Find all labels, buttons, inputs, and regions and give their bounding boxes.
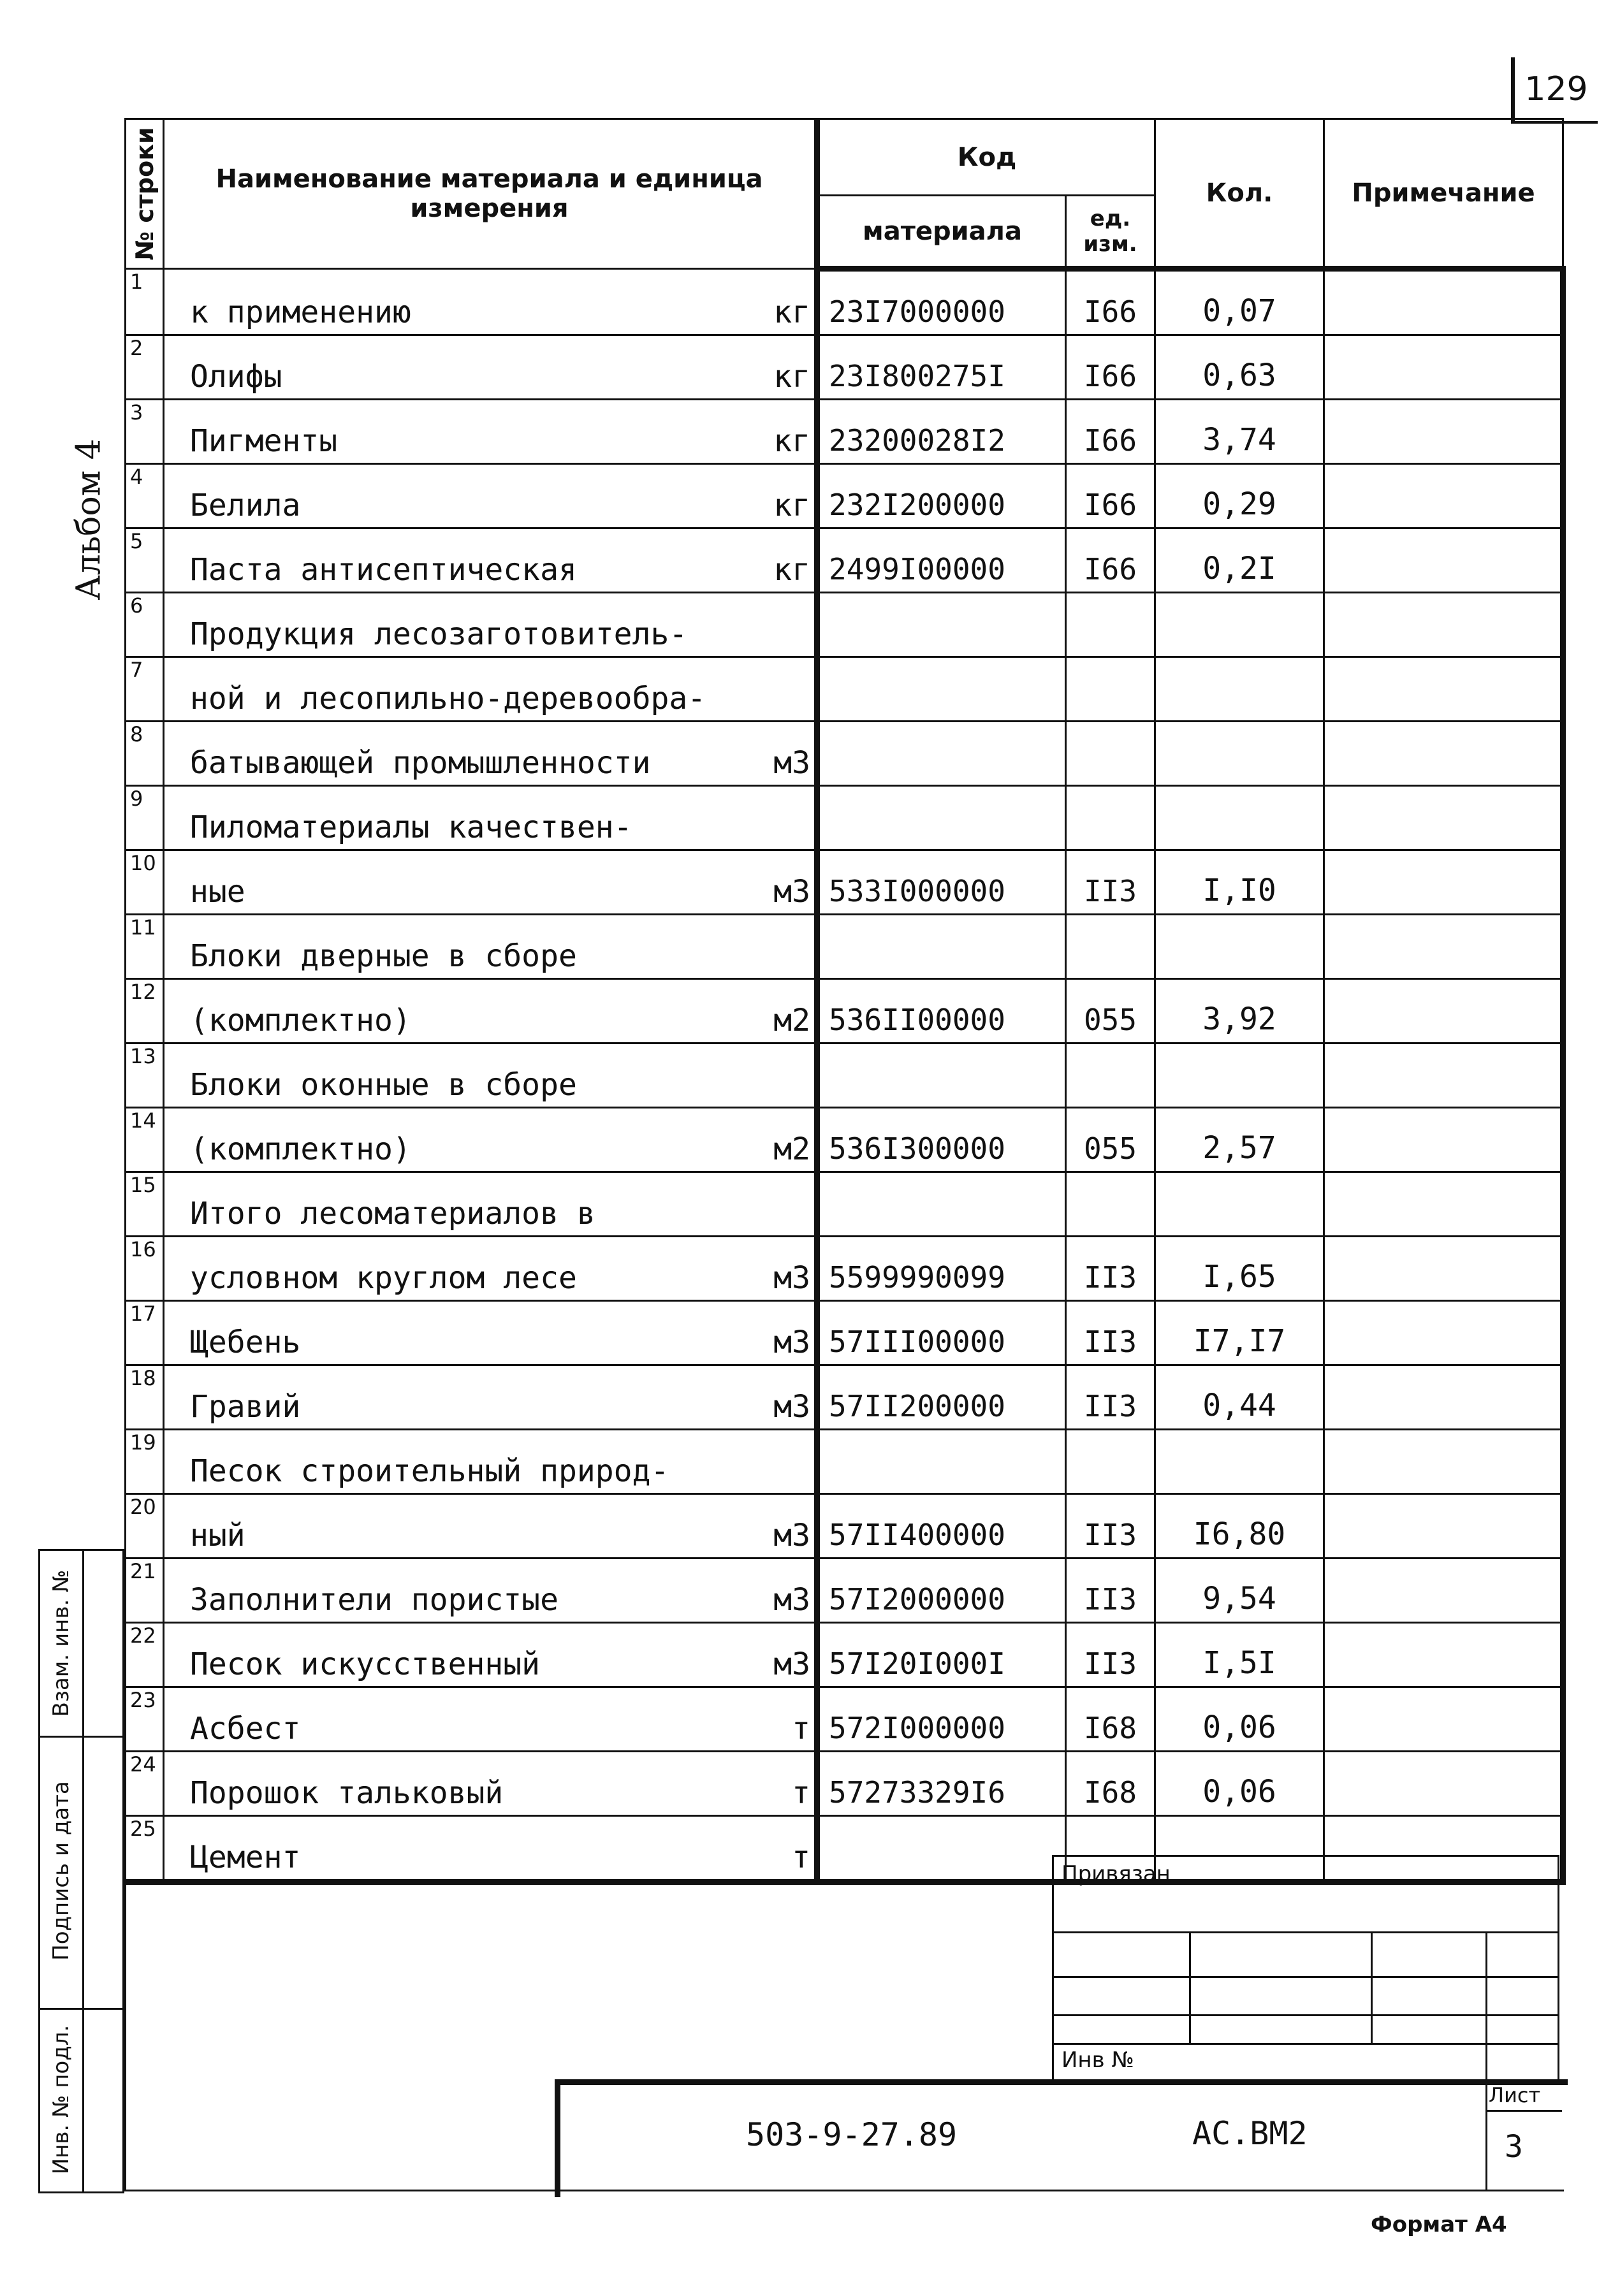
row-name-text: ные	[190, 874, 245, 910]
row-name-text: ный	[190, 1518, 245, 1553]
row-unit-code	[1066, 1430, 1155, 1494]
row-name	[164, 335, 817, 400]
row-number: 3	[126, 400, 164, 464]
row-name	[164, 1172, 817, 1237]
row-name	[164, 593, 817, 657]
row-material-code: 57273329I6	[817, 1752, 1066, 1816]
row-name-text: Итого лесоматериалов в	[190, 1196, 595, 1232]
sheet-label: Лист	[1489, 2083, 1541, 2107]
row-unit-code	[1066, 1043, 1155, 1108]
format-label: Формат А4	[1371, 2212, 1507, 2237]
row-name	[164, 1108, 817, 1172]
row-material-code: 57III00000	[817, 1301, 1066, 1365]
row-quantity: 3,74	[1155, 400, 1324, 464]
row-material-code: 232I200000	[817, 464, 1066, 528]
stamp-rule	[1371, 1931, 1373, 2045]
row-unit: кг	[773, 359, 810, 395]
row-number: 6	[126, 593, 164, 657]
table-body	[126, 269, 1563, 1882]
table-row	[126, 1108, 1563, 1172]
table-row	[126, 1237, 1563, 1301]
row-unit-code: 055	[1066, 1108, 1155, 1172]
materials-table	[124, 118, 1566, 1885]
row-note	[1324, 335, 1563, 400]
document-number: 503-9-27.89	[746, 2116, 958, 2153]
stamp-rule	[1189, 1931, 1191, 2045]
album-text: Альбом 4	[70, 439, 108, 600]
row-unit: м3	[773, 1646, 810, 1682]
header-unit-code: ед. изм.	[1066, 196, 1155, 269]
row-quantity	[1155, 1430, 1324, 1494]
table-row	[126, 528, 1563, 593]
row-note	[1324, 1559, 1563, 1623]
row-note	[1324, 1172, 1563, 1237]
row-quantity: I,65	[1155, 1237, 1324, 1301]
row-unit-code: II3	[1066, 1623, 1155, 1687]
row-material-code	[817, 1043, 1066, 1108]
row-name	[164, 1301, 817, 1365]
row-unit-code: I66	[1066, 464, 1155, 528]
row-unit: м3	[773, 745, 810, 781]
row-quantity: 0,06	[1155, 1752, 1324, 1816]
row-unit-code	[1066, 915, 1155, 979]
row-number: 12	[126, 979, 164, 1043]
row-name	[164, 1559, 817, 1623]
header-quantity: Кол.	[1155, 119, 1324, 269]
table-row	[126, 1365, 1563, 1430]
table-row	[126, 1430, 1563, 1494]
row-name	[164, 400, 817, 464]
row-quantity: 9,54	[1155, 1559, 1324, 1623]
row-note	[1324, 1237, 1563, 1301]
row-note	[1324, 722, 1563, 786]
row-number: 17	[126, 1301, 164, 1365]
row-note	[1324, 786, 1563, 850]
row-name-text: Блоки дверные в сборе	[190, 938, 577, 974]
row-note	[1324, 528, 1563, 593]
table-row	[126, 335, 1563, 400]
row-material-code	[817, 593, 1066, 657]
table-row	[126, 269, 1563, 335]
row-name-text: Порошок тальковый	[190, 1775, 504, 1811]
row-number: 20	[126, 1494, 164, 1559]
row-material-code: 572I000000	[817, 1687, 1066, 1752]
row-name	[164, 1687, 817, 1752]
row-material-code	[817, 657, 1066, 722]
row-quantity	[1155, 1043, 1324, 1108]
row-note	[1324, 464, 1563, 528]
header-material: материала	[817, 196, 1066, 269]
row-number: 8	[126, 722, 164, 786]
row-number: 18	[126, 1365, 164, 1430]
row-name-text: Продукция лесозаготовитель-	[190, 616, 688, 652]
row-unit-code	[1066, 786, 1155, 850]
document-box	[555, 2079, 1568, 2197]
row-name	[164, 1043, 817, 1108]
row-unit-code: II3	[1066, 1559, 1155, 1623]
row-quantity	[1155, 915, 1324, 979]
row-material-code: 23I7000000	[817, 269, 1066, 335]
row-quantity: 0,07	[1155, 269, 1324, 335]
row-name-text: Песок искусственный	[190, 1646, 541, 1682]
stamp-rule	[1052, 1931, 1558, 1933]
page-number: 129	[1511, 57, 1598, 124]
row-unit-code: II3	[1066, 1237, 1155, 1301]
row-number: 21	[126, 1559, 164, 1623]
row-note	[1324, 657, 1563, 722]
row-name-text: Олифы	[190, 359, 282, 395]
row-number: 11	[126, 915, 164, 979]
row-unit: м3	[773, 1389, 810, 1425]
row-quantity	[1155, 657, 1324, 722]
row-unit-code: I68	[1066, 1752, 1155, 1816]
row-unit: м3	[773, 1518, 810, 1553]
row-note	[1324, 1301, 1563, 1365]
row-name-text: Белила	[190, 488, 301, 523]
table-row	[126, 593, 1563, 657]
row-unit-code	[1066, 657, 1155, 722]
row-number: 15	[126, 1172, 164, 1237]
row-name-text: батывающей промышленности	[190, 745, 651, 781]
row-material-code	[817, 722, 1066, 786]
row-quantity: I,I0	[1155, 850, 1324, 915]
row-name	[164, 915, 817, 979]
row-note	[1324, 850, 1563, 915]
row-note	[1324, 593, 1563, 657]
table-row	[126, 1043, 1563, 1108]
row-unit-code: I66	[1066, 335, 1155, 400]
row-unit-code	[1066, 722, 1155, 786]
strip-inv-original-value	[80, 2008, 124, 2193]
row-material-code	[817, 1430, 1066, 1494]
row-note	[1324, 1108, 1563, 1172]
row-name	[164, 850, 817, 915]
row-note	[1324, 1365, 1563, 1430]
row-name	[164, 269, 817, 335]
row-unit: м3	[773, 874, 810, 910]
row-name	[164, 722, 817, 786]
row-unit: м2	[773, 1131, 810, 1167]
row-material-code	[817, 915, 1066, 979]
row-material-code: 23I800275I	[817, 335, 1066, 400]
row-note	[1324, 1430, 1563, 1494]
row-material-code: 57I20I000I	[817, 1623, 1066, 1687]
row-name-text: Щебень	[190, 1325, 301, 1360]
row-material-code: 57II200000	[817, 1365, 1066, 1430]
row-number: 4	[126, 464, 164, 528]
row-name	[164, 528, 817, 593]
row-number: 1	[126, 269, 164, 335]
row-unit-code: I66	[1066, 400, 1155, 464]
row-note	[1324, 1687, 1563, 1752]
document-code: АС.ВМ2	[1192, 2115, 1308, 2152]
row-material-code: 57II400000	[817, 1494, 1066, 1559]
table-row	[126, 657, 1563, 722]
strip-signature-date: Подпись и дата	[38, 1734, 84, 2010]
row-unit: м3	[773, 1260, 810, 1296]
row-name	[164, 1365, 817, 1430]
row-quantity: I6,80	[1155, 1494, 1324, 1559]
row-unit-code: I66	[1066, 269, 1155, 335]
row-number: 14	[126, 1108, 164, 1172]
row-unit-code: 055	[1066, 979, 1155, 1043]
row-unit: т	[792, 1775, 810, 1811]
row-material-code: 2499I00000	[817, 528, 1066, 593]
row-name-text: Пигменты	[190, 423, 338, 459]
row-unit: кг	[773, 488, 810, 523]
row-note	[1324, 915, 1563, 979]
table-row	[126, 464, 1563, 528]
row-name-text: Пиломатериалы качествен-	[190, 810, 632, 845]
table-row	[126, 915, 1563, 979]
row-number: 10	[126, 850, 164, 915]
table-row	[126, 1494, 1563, 1559]
row-number: 23	[126, 1687, 164, 1752]
table-row	[126, 1623, 1563, 1687]
row-quantity	[1155, 722, 1324, 786]
table-row	[126, 1559, 1563, 1623]
row-quantity: 0,63	[1155, 335, 1324, 400]
row-material-code: 57I2000000	[817, 1559, 1066, 1623]
row-name-text: Блоки оконные в сборе	[190, 1067, 577, 1103]
row-quantity: 0,06	[1155, 1687, 1324, 1752]
row-name	[164, 786, 817, 850]
header-name: Наименование материала и единица измерения	[164, 119, 817, 269]
row-quantity: 0,44	[1155, 1365, 1324, 1430]
row-name	[164, 1494, 817, 1559]
row-unit-code: II3	[1066, 1365, 1155, 1430]
row-note	[1324, 400, 1563, 464]
header-row-no: № строки	[126, 119, 164, 269]
row-material-code	[817, 1172, 1066, 1237]
row-number: 19	[126, 1430, 164, 1494]
row-name-text: к применению	[190, 294, 411, 330]
row-number: 24	[126, 1752, 164, 1816]
row-unit: кг	[773, 294, 810, 330]
row-quantity: I7,I7	[1155, 1301, 1324, 1365]
row-quantity	[1155, 593, 1324, 657]
row-unit: кг	[773, 552, 810, 588]
row-name-text: Заполнители пористые	[190, 1582, 558, 1618]
row-note	[1324, 1494, 1563, 1559]
stamp-rule	[1052, 2014, 1558, 2016]
row-name-text: Асбест	[190, 1711, 301, 1747]
row-name	[164, 464, 817, 528]
row-name-text: (комплектно)	[190, 1131, 411, 1167]
row-unit: т	[792, 1840, 810, 1875]
row-material-code: 536II00000	[817, 979, 1066, 1043]
row-number: 25	[126, 1816, 164, 1882]
row-number: 16	[126, 1237, 164, 1301]
row-name-text: условном круглом лесе	[190, 1260, 577, 1296]
inv-number-label: Инв №	[1062, 2047, 1134, 2073]
table-row	[126, 850, 1563, 915]
sheet-number: 3	[1505, 2129, 1523, 2165]
row-material-code	[817, 786, 1066, 850]
row-material-code: 533I000000	[817, 850, 1066, 915]
row-unit-code: II3	[1066, 850, 1155, 915]
row-number: 5	[126, 528, 164, 593]
row-number: 7	[126, 657, 164, 722]
row-unit: кг	[773, 423, 810, 459]
row-number: 22	[126, 1623, 164, 1687]
row-quantity	[1155, 1172, 1324, 1237]
row-quantity: 3,92	[1155, 979, 1324, 1043]
strip-signature-value	[80, 1734, 124, 2010]
row-number: 13	[126, 1043, 164, 1108]
table-row	[126, 1301, 1563, 1365]
row-unit-code: II3	[1066, 1494, 1155, 1559]
table-row	[126, 400, 1563, 464]
header-note: Примечание	[1324, 119, 1563, 269]
row-name	[164, 1430, 817, 1494]
row-material-code: 23200028I2	[817, 400, 1066, 464]
table-row	[126, 979, 1563, 1043]
row-quantity: I,5I	[1155, 1623, 1324, 1687]
stamp-rule	[1485, 1931, 1487, 2079]
row-quantity: 0,2I	[1155, 528, 1324, 593]
row-name-text: Цемент	[190, 1840, 301, 1875]
row-note	[1324, 979, 1563, 1043]
row-unit-code: I66	[1066, 528, 1155, 593]
row-quantity: 2,57	[1155, 1108, 1324, 1172]
row-name	[164, 979, 817, 1043]
row-quantity: 0,29	[1155, 464, 1324, 528]
row-name-text: Гравий	[190, 1389, 301, 1425]
row-quantity	[1155, 786, 1324, 850]
table-row	[126, 786, 1563, 850]
row-material-code: 536I300000	[817, 1108, 1066, 1172]
stamp-rule	[1052, 1976, 1558, 1978]
sheet-rule	[1485, 2110, 1562, 2112]
row-name-text: (комплектно)	[190, 1003, 411, 1038]
row-unit: м3	[773, 1582, 810, 1618]
row-name-text: ной и лесопильно-деревообра-	[190, 681, 706, 716]
strip-replace-inv-value	[80, 1549, 124, 1738]
row-note	[1324, 1043, 1563, 1108]
row-unit: т	[792, 1711, 810, 1747]
stamp-rule	[1052, 2043, 1558, 2045]
row-note	[1324, 1623, 1563, 1687]
row-name	[164, 1237, 817, 1301]
row-name	[164, 1623, 817, 1687]
tied-label: Привязан	[1062, 1861, 1171, 1887]
row-unit: м2	[773, 1003, 810, 1038]
row-material-code: 5599990099	[817, 1237, 1066, 1301]
row-number: 2	[126, 335, 164, 400]
strip-inv-original: Инв. № подл.	[38, 2008, 84, 2193]
row-unit-code: II3	[1066, 1301, 1155, 1365]
row-note	[1324, 269, 1563, 335]
row-name-text: Песок строительный природ-	[190, 1453, 669, 1489]
row-unit-code	[1066, 593, 1155, 657]
row-name-text: Паста антисептическая	[190, 552, 577, 588]
table-row	[126, 722, 1563, 786]
header-code: Код	[817, 119, 1155, 196]
row-unit: м3	[773, 1325, 810, 1360]
row-name	[164, 657, 817, 722]
table-row	[126, 1172, 1563, 1237]
row-unit-code	[1066, 1172, 1155, 1237]
table-row	[126, 1687, 1563, 1752]
header-row-1	[126, 119, 1563, 196]
row-unit-code: I68	[1066, 1687, 1155, 1752]
strip-replace-inv: Взам. инв. №	[38, 1549, 84, 1738]
row-number: 9	[126, 786, 164, 850]
